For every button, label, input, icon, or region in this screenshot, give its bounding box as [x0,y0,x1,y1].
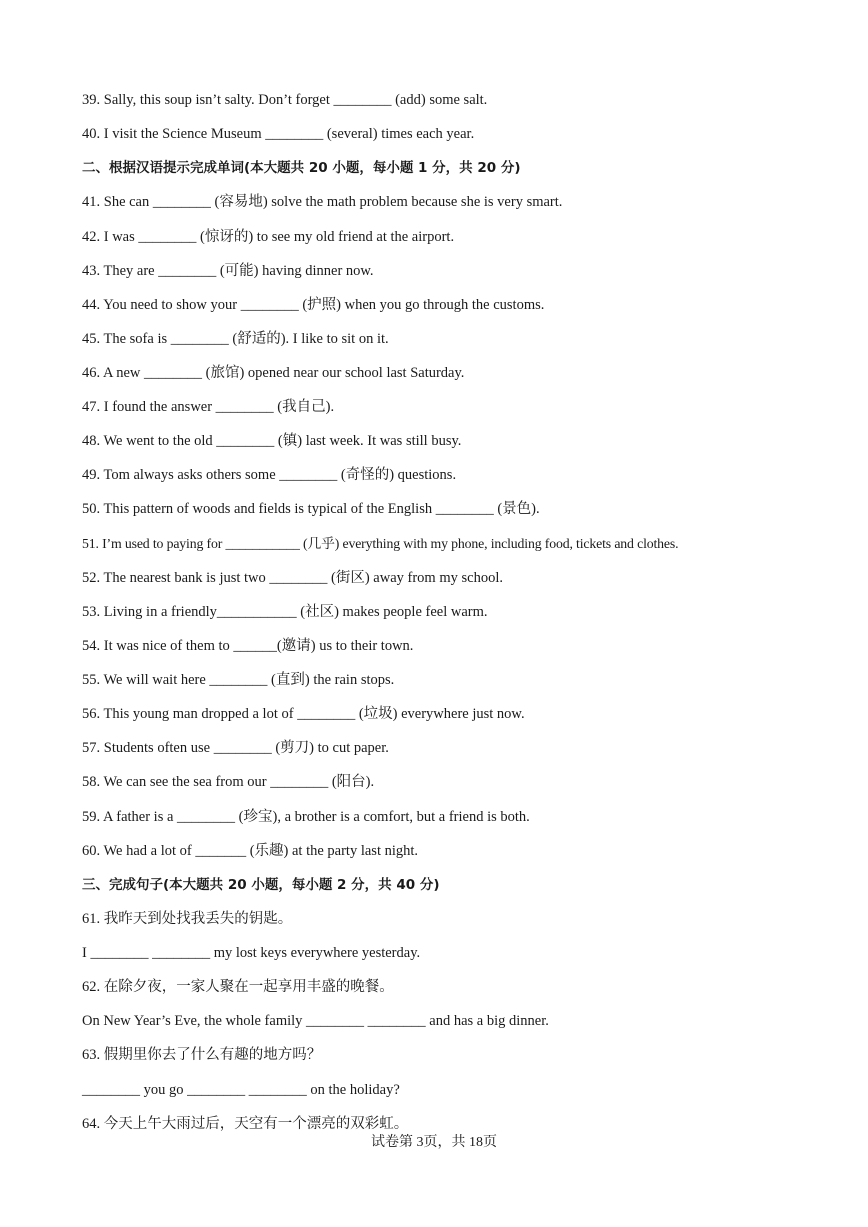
section-2-heading: 二、根据汉语提示完成单词(本大题共 20 小题，每小题 1 分，共 20 分) [82,160,521,176]
question-39: 39. Sally, this soup isn’t salty. Don’t forget ________ (add) some salt. [82,92,488,108]
question-58: 58. We can see the sea from our ________ (阳台). [82,774,375,790]
question-48: 48. We went to the old ________ (镇) last week. It was still busy. [82,433,462,449]
question-62-answer: On New Year’s Eve, the whole family ________ ________ and has a big dinner. [82,1013,549,1029]
question-46: 46. A new ________ (旅馆) opened near our school last Saturday. [82,365,465,381]
question-60: 60. We had a lot of _______ (乐趣) at the party last night. [82,843,419,859]
question-55: 55. We will wait here ________ (直到) the rain stops. [82,672,395,688]
question-40: 40. I visit the Science Museum ________ (several) times each year. [82,126,475,142]
section-3-heading: 三、完成句子(本大题共 20 小题，每小题 2 分，共 40 分) [82,877,440,893]
question-44: 44. You need to show your ________ (护照) when you go through the customs. [82,297,545,313]
question-41: 41. She can ________ (容易地) solve the math problem because she is very smart. [82,194,563,210]
question-62-prompt: 62. 在除夕夜，一家人聚在一起享用丰盛的晚餐。 [82,979,394,995]
question-47: 47. I found the answer ________ (我自己). [82,399,335,415]
question-63-answer: ________ you go ________ ________ on the holiday? [82,1082,400,1098]
question-61-answer: I ________ ________ my lost keys everywhere yesterday. [82,945,421,961]
question-56: 56. This young man dropped a lot of ________ (垃圾) everywhere just now. [82,706,525,722]
page-footer: 试卷第 3页，共 18页 [371,1135,497,1150]
question-51: 51. I’m used to paying for ___________ (几乎) everything with my phone, including food, tickets and clothes. [82,536,679,551]
question-53: 53. Living in a friendly___________ (社区) makes people feel warm. [82,604,488,620]
question-64-prompt: 64. 今天上午大雨过后，天空有一个漂亮的双彩虹。 [82,1116,409,1132]
question-42: 42. I was ________ (惊讶的) to see my old friend at the airport. [82,229,455,245]
question-63-prompt: 63. 假期里你去了什么有趣的地方吗？ [82,1047,322,1063]
question-61-prompt: 61. 我昨天到处找我丢失的钥匙。 [82,911,293,927]
question-52: 52. The nearest bank is just two ________ (街区) away from my school. [82,570,503,586]
question-50: 50. This pattern of woods and fields is typical of the English ________ (景色). [82,501,540,517]
question-45: 45. The sofa is ________ (舒适的). I like to sit on it. [82,331,389,347]
question-57: 57. Students often use ________ (剪刀) to cut paper. [82,740,389,756]
question-49: 49. Tom always asks others some ________ (奇怪的) questions. [82,467,457,483]
question-54: 54. It was nice of them to ______(邀请) us to their town. [82,638,414,654]
question-43: 43. They are ________ (可能) having dinner now. [82,263,374,279]
question-59: 59. A father is a ________ (珍宝), a brother is a comfort, but a friend is both. [82,809,530,825]
